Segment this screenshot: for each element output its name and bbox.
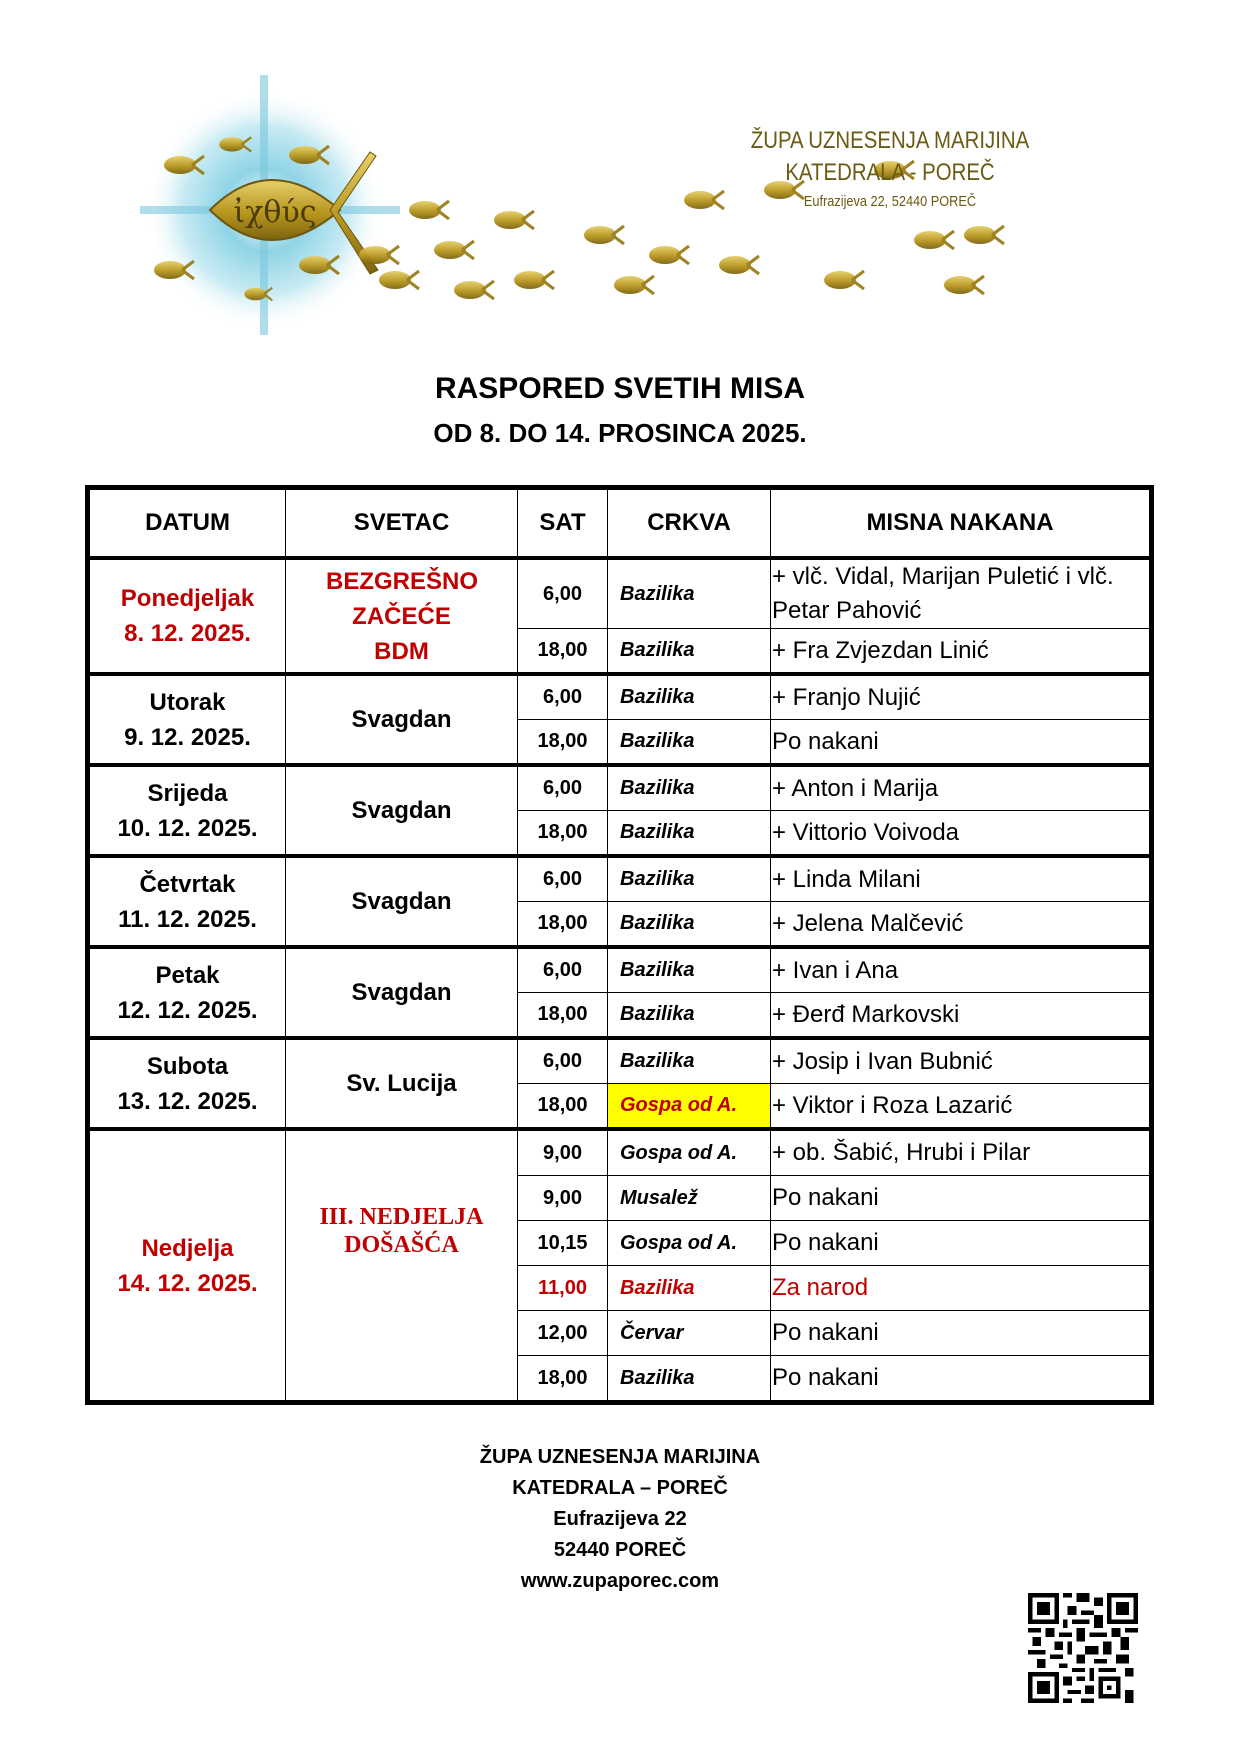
church-cell: Bazilika (608, 811, 771, 857)
footer-cathedral: KATEDRALA – POREČ (512, 1477, 728, 1499)
time-cell: 12,00 (518, 1311, 608, 1356)
time-cell: 18,00 (518, 720, 608, 766)
church-cell: Bazilika (608, 1038, 771, 1084)
intention-cell: Za narod (771, 1266, 1152, 1311)
church-cell: Bazilika (608, 947, 771, 993)
footer-city: 52440 POREČ (553, 1539, 687, 1561)
intention-cell: + Linda Milani (771, 856, 1152, 902)
footer-street: Eufrazijeva 22 (553, 1508, 687, 1530)
church-cell: Bazilika (608, 674, 771, 720)
day-name: Subota (146, 1052, 229, 1080)
time-cell: 18,00 (518, 1356, 608, 1403)
table-header-row (88, 488, 1152, 559)
church-cell: Bazilika (608, 902, 771, 948)
time-cell: 10,15 (518, 1221, 608, 1266)
saint-cell: Svagdan (286, 765, 518, 856)
time-cell: 18,00 (518, 629, 608, 675)
date-value: 11. 12. 2025. (118, 905, 257, 933)
logo-text-block (700, 125, 1080, 210)
saint-cell (286, 1129, 518, 1403)
time-cell: 6,00 (518, 765, 608, 811)
church-cell: Bazilika (608, 1356, 771, 1403)
saint-line2: DOŠAŠĆA (344, 1232, 459, 1258)
intention-cell: + Franjo Nujić (771, 674, 1152, 720)
day-name: Petak (155, 961, 220, 989)
header-datum: DATUM (88, 488, 286, 559)
header-sat: SAT (518, 488, 608, 559)
saint-cell: Svagdan (286, 947, 518, 1038)
time-cell: 18,00 (518, 1084, 608, 1130)
time-cell: 18,00 (518, 811, 608, 857)
intention-cell: Po nakani (771, 1221, 1152, 1266)
footer-address (0, 1442, 1240, 1597)
date-cell (88, 558, 286, 674)
table-row (88, 1129, 1152, 1176)
table-row (88, 947, 1152, 993)
day-name: Srijeda (147, 779, 228, 807)
table-row (88, 1038, 1152, 1084)
intention-cell: + Jelena Malčević (771, 902, 1152, 948)
date-cell (88, 765, 286, 856)
date-cell (88, 1038, 286, 1129)
time-cell: 6,00 (518, 1038, 608, 1084)
intention-cell: Po nakani (771, 1356, 1152, 1403)
church-cell: Musalež (608, 1176, 771, 1221)
table-row (88, 558, 1152, 629)
church-cell: Červar (608, 1311, 771, 1356)
church-cell-highlighted: Gospa od A. (608, 1084, 771, 1130)
ichthys-logo-graphic (140, 70, 1090, 370)
header-crkva: CRKVA (608, 488, 771, 559)
mass-schedule-table (85, 485, 1154, 1405)
church-cell: Bazilika (608, 720, 771, 766)
church-cell: Gospa od A. (608, 1129, 771, 1176)
intention-cell: + vlč. Vidal, Marijan Puletić i vlč. Petar Pahović (771, 558, 1152, 629)
church-cell: Bazilika (608, 765, 771, 811)
intention-cell: + Đerđ Markovski (771, 993, 1152, 1039)
date-value: 8. 12. 2025. (124, 620, 251, 647)
time-cell: 6,00 (518, 558, 608, 629)
time-cell: 9,00 (518, 1129, 608, 1176)
date-cell (88, 947, 286, 1038)
logo-cathedral-name: KATEDRALA - POREČ (785, 159, 995, 186)
saint-line1: III. NEDJELJA (319, 1204, 484, 1230)
saint-cell: Sv. Lucija (286, 1038, 518, 1129)
table-row (88, 856, 1152, 902)
date-cell (88, 1129, 286, 1403)
date-value: 12. 12. 2025. (117, 996, 258, 1024)
intention-cell: Po nakani (771, 720, 1152, 766)
date-cell (88, 856, 286, 947)
date-cell (88, 674, 286, 765)
intention-cell: + Viktor i Roza Lazarić (771, 1084, 1152, 1130)
intention-cell: + ob. Šabić, Hrubi i Pilar (771, 1129, 1152, 1176)
saint-cell: BEZGREŠNO ZAČEĆE BDM (286, 558, 518, 674)
intention-cell: + Ivan i Ana (771, 947, 1152, 993)
parish-logo (140, 70, 1090, 370)
intention-cell: Po nakani (771, 1311, 1152, 1356)
church-cell: Bazilika (608, 993, 771, 1039)
saint-cell: Svagdan (286, 856, 518, 947)
table-row (88, 674, 1152, 720)
time-cell: 18,00 (518, 902, 608, 948)
intention-cell: + Josip i Ivan Bubnić (771, 1038, 1152, 1084)
logo-address: Eufrazijeva 22, 52440 POREČ (803, 193, 977, 210)
date-value: 14. 12. 2025. (117, 1269, 258, 1297)
time-cell: 6,00 (518, 674, 608, 720)
time-cell: 6,00 (518, 947, 608, 993)
date-value: 13. 12. 2025. (117, 1087, 258, 1115)
page-subtitle: OD 8. DO 14. PROSINCA 2025. (433, 418, 807, 448)
day-name: Utorak (149, 688, 226, 716)
saint-cell: Svagdan (286, 674, 518, 765)
footer-parish-name: ŽUPA UZNESENJA MARIJINA (479, 1446, 761, 1468)
footer-website-link[interactable]: www.zupaporec.com (520, 1570, 720, 1592)
date-value: 10. 12. 2025. (117, 814, 258, 842)
church-cell: Bazilika (608, 629, 771, 675)
church-cell: Bazilika (608, 558, 771, 629)
day-name: Ponedjeljak (120, 585, 255, 612)
intention-cell: + Anton i Marija (771, 765, 1152, 811)
day-name: Nedjelja (141, 1234, 234, 1262)
church-cell: Bazilika (608, 1266, 771, 1311)
intention-cell: + Fra Zvjezdan Linić (771, 629, 1152, 675)
time-cell: 9,00 (518, 1176, 608, 1221)
intention-cell: + Vittorio Voivoda (771, 811, 1152, 857)
date-value: 9. 12. 2025. (124, 723, 251, 751)
header-misna-nakana: MISNA NAKANA (771, 488, 1152, 559)
logo-parish-name: ŽUPA UZNESENJA MARIJINA (750, 127, 1030, 154)
day-name: Četvrtak (139, 870, 236, 898)
svg-text:ἰχθύς: ἰχθύς (233, 195, 317, 230)
time-cell: 18,00 (518, 993, 608, 1039)
qr-code-icon (1028, 1593, 1138, 1703)
church-cell: Gospa od A. (608, 1221, 771, 1266)
time-cell: 11,00 (518, 1266, 608, 1311)
table-row (88, 765, 1152, 811)
intention-cell: Po nakani (771, 1176, 1152, 1221)
time-cell: 6,00 (518, 856, 608, 902)
header-svetac: SVETAC (286, 488, 518, 559)
church-cell: Bazilika (608, 856, 771, 902)
page-title: RASPORED SVETIH MISA (434, 372, 806, 405)
